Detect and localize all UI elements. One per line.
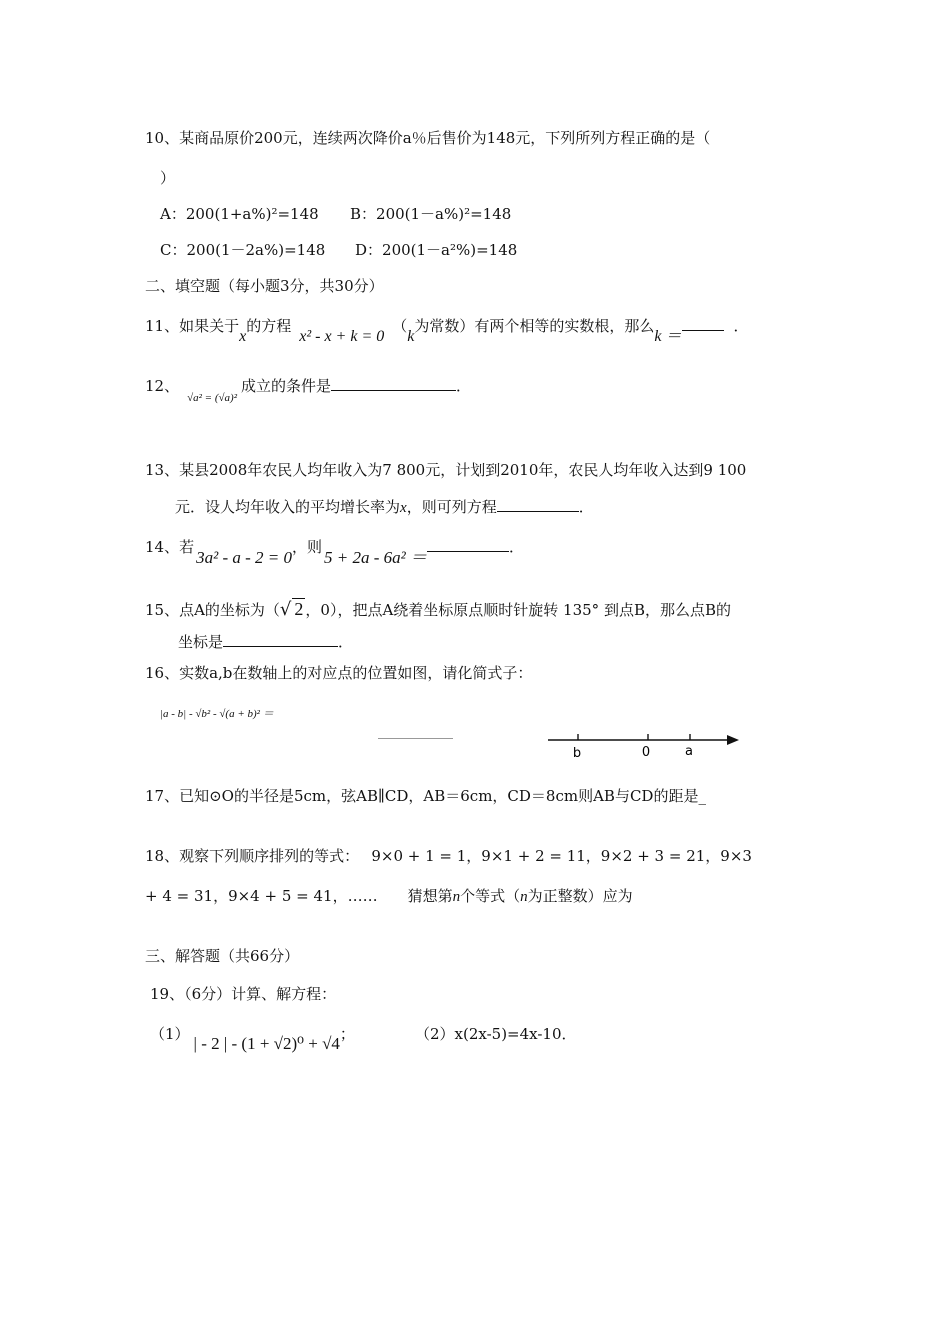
q19-p1-end: ； [339, 1025, 355, 1043]
q10-option-a: A：200(1+a%)²=148 [160, 205, 319, 223]
q13-var-x: x [400, 500, 407, 516]
q15-blank [223, 632, 338, 647]
q14-pre: 14、若 [145, 538, 195, 556]
q11-mid: 的方程 [246, 317, 292, 335]
q12-formula: √a² = (√a)² [187, 392, 238, 404]
q19-part2: （2）x(2x-5)=4x-10． [415, 1025, 577, 1043]
q10-option-b: B：200(1－a%)²=148 [350, 205, 512, 223]
q12-end: ． [456, 377, 472, 395]
q14-end: ． [508, 538, 524, 556]
q15-line1a: 15、点A的坐标为（ [145, 601, 280, 619]
q13-line1: 13、某县2008年农民人均年收入为7 800元，计划到2010年，农民人均年收入达到9 100 [145, 461, 747, 479]
q18-line2 [145, 886, 633, 907]
q16-answer-blank [378, 738, 453, 739]
q10-stem: 10、某商品原价200元，连续两次降价a％后售价为148元，下列所列方程正确的是（ [145, 129, 711, 147]
q11-equation: x² - x + k = 0 [299, 328, 385, 345]
q14-eq2: 5 + 2a - 6a² ＝ [324, 548, 427, 567]
q18-line1: 18、观察下列顺序排列的等式： 9×0 + 1 = 1，9×1 + 2 = 11，9×2 + 3 = 21，9×3 [145, 847, 752, 865]
section-3-heading: 三、解答题（共66分） [145, 947, 300, 965]
q12-text: 成立的条件是 [241, 377, 332, 395]
q13-blank [497, 497, 579, 512]
q18-line2c: 为正整数）应为 [527, 887, 633, 905]
q15-end: ． [338, 633, 354, 651]
q16-formula: |a - b| - √b² - √(a + b)² ＝ [160, 708, 274, 720]
q16-stem: 16、实数a,b在数轴上的对应点的位置如图，请化简式子： [145, 664, 533, 682]
q11 [145, 316, 749, 345]
q10-close: ） [160, 169, 176, 187]
q12-num: 12、 [145, 377, 180, 395]
q18-line2b: 个等式（ [460, 887, 521, 905]
q13-line2b: ，则可列方程 [406, 498, 497, 516]
q18-var-n: n [452, 889, 461, 905]
q13-line2 [175, 497, 594, 518]
q18-line2a: + 4 = 31，9×4 + 5 = 41，…… 猜想第 [145, 887, 453, 905]
q15-line1 [145, 598, 731, 620]
q18-var-n2: n [520, 889, 528, 905]
q11-pre: 11、如果关于 [145, 317, 240, 335]
q14-blank [427, 537, 509, 552]
number-line [540, 726, 745, 762]
sqrt-icon: √ [279, 599, 292, 620]
q12 [145, 376, 472, 404]
q14 [145, 537, 524, 567]
q10-option-d: D：200(1－a²%)=148 [355, 241, 518, 259]
axis-label-a: a [685, 744, 693, 759]
q11-paren: （ [392, 317, 408, 335]
q11-var-k: k [407, 328, 415, 345]
q11-post: 为常数）有两个相等的实数根，那么 [414, 317, 655, 335]
axis-label-b: b [572, 746, 582, 761]
q11-answer: k ＝ [654, 328, 682, 345]
q14-mid: ，则 [291, 538, 322, 556]
q10-option-c: C：200(1－2a%)=148 [160, 241, 326, 259]
q11-var-x: x [239, 328, 247, 345]
q11-end: ． [733, 317, 749, 335]
q19-stem: 19、（6分）计算、解方程： [150, 985, 337, 1003]
q15-line2-text: 坐标是 [178, 633, 224, 651]
q13-end: ． [578, 498, 594, 516]
q19-p1-formula: | - 2 | - (1 + √2)⁰ + √4 [193, 1034, 340, 1053]
section-2-heading: 二、填空题（每小题3分，共30分） [145, 277, 384, 295]
q13-line2a: 元．设人均年收入的平均增长率为 [175, 498, 401, 516]
q15-line1b: ，0），把点A绕着坐标原点顺时针旋转 135° 到点B，那么点B的 [305, 601, 731, 619]
q19-part1 [150, 1024, 355, 1053]
axis-label-0: 0 [641, 745, 651, 760]
q15-sqrt: 2 [294, 599, 304, 619]
q11-blank [682, 316, 724, 331]
q17-text: 17、已知⊙O的半径是5cm，弦AB∥CD，AB＝6cm，CD＝8cm则AB与CD的距是_ [145, 787, 706, 805]
q12-blank [331, 376, 456, 391]
q19-p1-label: （1） [150, 1025, 190, 1043]
q14-eq1: 3a² - a - 2 = 0 [196, 548, 292, 567]
number-line-arrow-icon [727, 735, 739, 745]
q15-line2 [178, 632, 353, 652]
